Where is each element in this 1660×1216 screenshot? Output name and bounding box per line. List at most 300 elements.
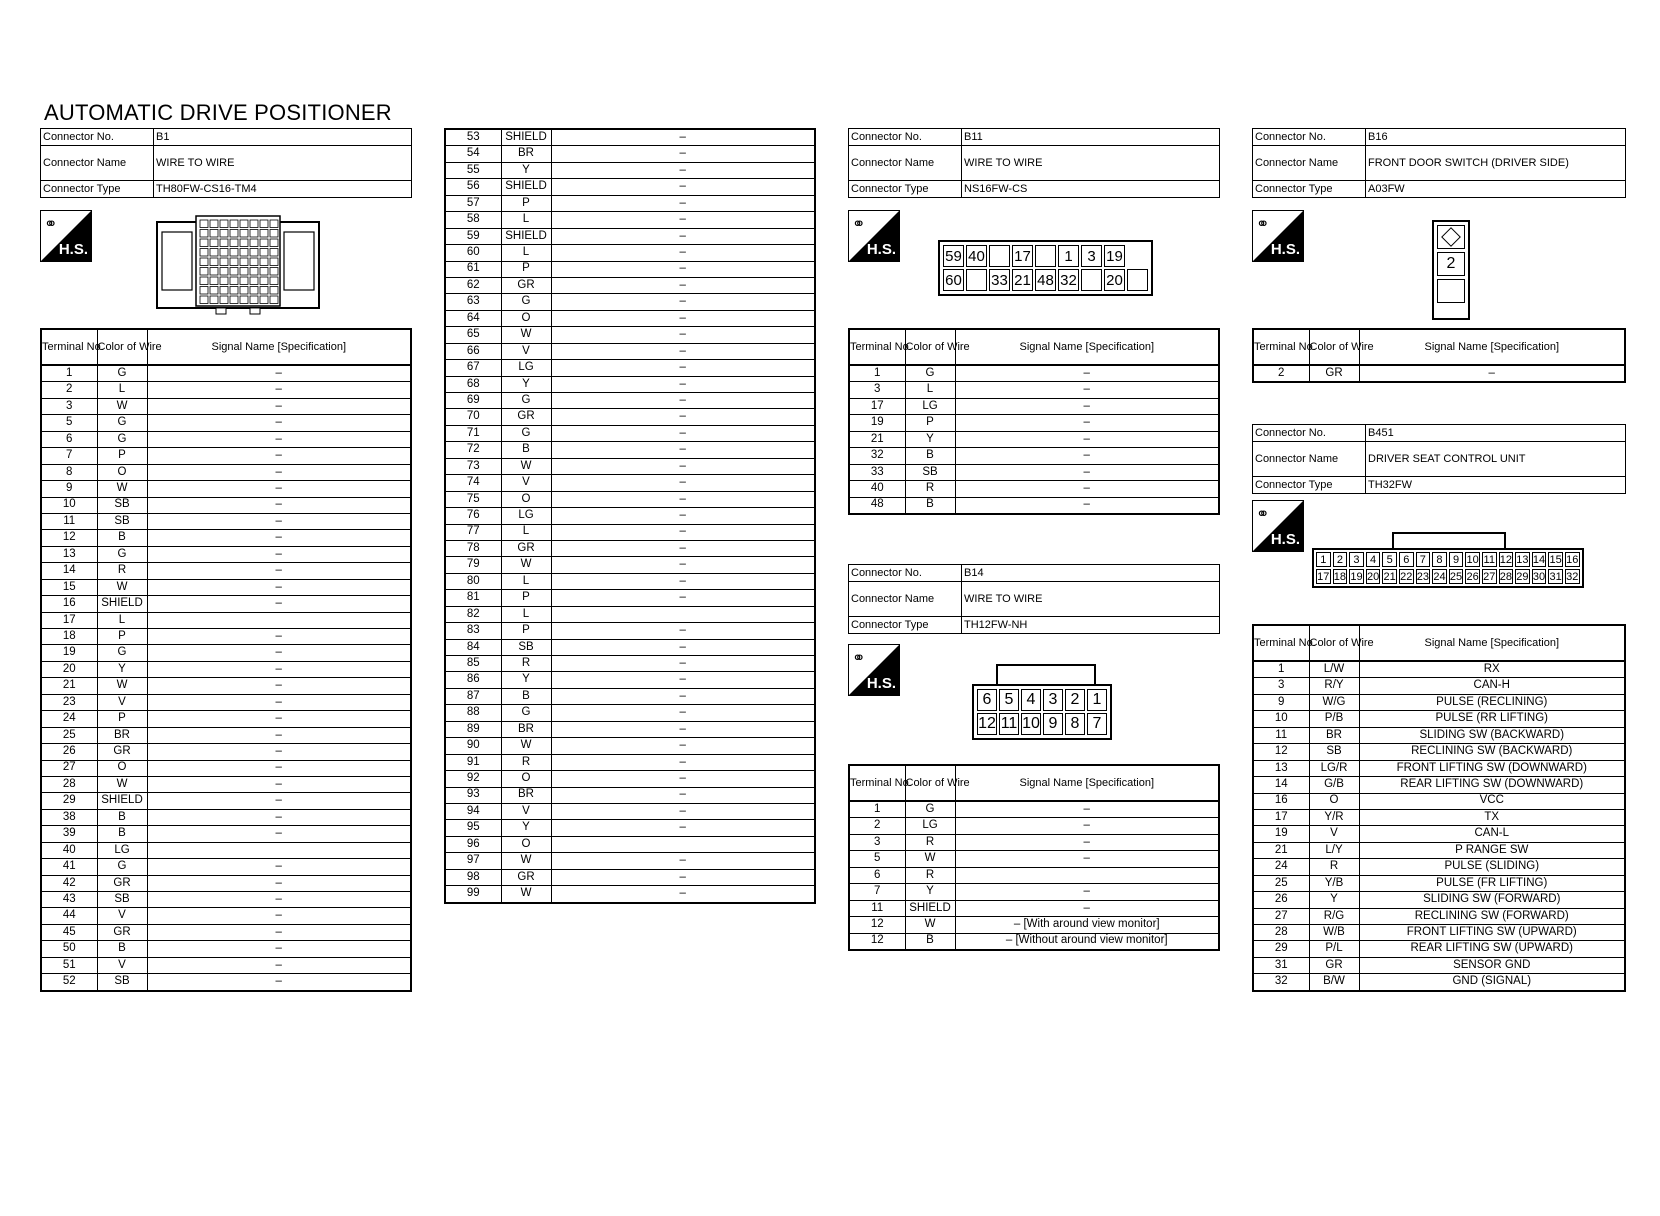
terminal-no-cell: 21 [849,431,905,447]
table-row [41,415,411,431]
connector-b11-diagram [848,198,1220,328]
wire-color-cell: O [501,491,551,507]
signal-name-cell: RECLINING SW (BACKWARD) [1359,744,1625,760]
connector-name-value: DRIVER SEAT CONTROL UNIT [1366,442,1626,477]
table-row [445,540,815,556]
wire-color-cell: W [905,851,955,867]
connector-pin: 25 [1449,570,1463,583]
table-row [849,933,1219,950]
wire-color-cell: B [905,933,955,950]
signal-name-cell: – [147,513,411,529]
table-row [849,900,1219,916]
terminal-no-cell: 59 [445,228,501,244]
signal-name-cell: – [Without around view monitor] [955,933,1219,950]
table-row [445,261,815,277]
signal-name-cell: – [955,365,1219,382]
terminal-no-cell: 79 [445,557,501,573]
connector-b1-cavity [220,296,228,304]
wire-color-cell: P/L [1309,941,1359,957]
wire-color-cell: R [501,656,551,672]
signal-name-cell [147,842,411,858]
signal-name-cell [551,836,815,852]
wire-color-cell: W [501,557,551,573]
signal-name-header: Signal Name [Specification] [955,329,1219,365]
terminal-no-cell: 41 [41,859,97,875]
signal-name-cell [551,606,815,622]
connector-b16-section [1252,128,1626,383]
connector-b1-cavity [210,249,218,257]
terminal-no-cell: 66 [445,343,501,359]
wire-color-cell: O [1309,793,1359,809]
signal-name-cell: – [147,530,411,546]
connector-name-label: Connector Name [41,146,154,181]
terminal-no-cell: 87 [445,688,501,704]
wire-color-cell: LG [97,842,147,858]
table-row [445,195,815,211]
terminal-no-cell: 90 [445,738,501,754]
terminal-no-cell: 11 [849,900,905,916]
wire-color-cell: SB [97,513,147,529]
connector-type-value: A03FW [1366,181,1626,198]
wire-color-cell: LG [501,360,551,376]
signal-name-cell: GND (SIGNAL) [1359,974,1625,991]
table-row [1253,892,1625,908]
connector-type-value: TH12FW-NH [962,617,1220,634]
table-row [445,738,815,754]
connector-type-value: TH80FW-CS16-TM4 [154,181,412,198]
terminal-no-cell: 17 [1253,809,1309,825]
table-row [445,524,815,540]
wire-color-cell: SHIELD [501,228,551,244]
connector-pin: 5 [999,689,1019,711]
wire-color-cell: O [501,771,551,787]
terminal-no-cell: 2 [41,382,97,398]
connector-b1-cavity [260,277,268,285]
signal-name-cell: PULSE (RECLINING) [1359,694,1625,710]
table-row [445,179,815,195]
signal-name-cell: – [955,497,1219,514]
terminal-no-cell: 6 [41,431,97,447]
wire-color-cell: W/G [1309,694,1359,710]
signal-name-cell: – [551,458,815,474]
table-row [41,678,411,694]
wire-color-cell: G [97,365,147,382]
table-row [445,639,815,655]
connector-b1-cavity [200,258,208,266]
connector-type-label: Connector Type [1253,477,1366,494]
wire-color-cell: O [97,464,147,480]
connector-b1-cavity [230,239,238,247]
signal-name-cell: – [147,809,411,825]
terminal-no-cell: 99 [445,886,501,903]
connector-pin: 32 [1058,269,1079,291]
terminal-no-cell: 91 [445,754,501,770]
wire-color-cell: R [1309,859,1359,875]
connector-b1-cavity [250,287,258,295]
connector-b1-continued-section [444,128,816,904]
signal-name-cell: – [955,382,1219,398]
terminal-no-cell: 21 [41,678,97,694]
connector-pin: 11 [999,713,1019,735]
table-row [41,941,411,957]
signal-name-cell: – [551,195,815,211]
wire-color-cell: L [501,212,551,228]
terminal-no-cell: 39 [41,826,97,842]
table-row [849,464,1219,480]
connector-b1-cavity [240,230,248,238]
table-row [41,974,411,991]
connector-b1-cavity [200,296,208,304]
signal-name-cell: – [147,398,411,414]
connector-pin: 19 [1104,245,1125,267]
terminal-no-cell: 15 [41,579,97,595]
terminal-no-cell: 10 [1253,711,1309,727]
wire-color-cell: W [97,481,147,497]
table-row [1253,908,1625,924]
connector-pin: 16 [1566,553,1579,566]
table-row [41,793,411,809]
connector-b451-section [1252,424,1626,992]
connector-pin: 4 [1366,552,1381,567]
signal-name-cell: – [551,360,815,376]
table-row [445,327,815,343]
terminal-no-cell: 9 [1253,694,1309,710]
table-row [849,415,1219,431]
connector-b1-cavity [240,249,248,257]
connector-pin: 40 [966,245,987,267]
table-row [41,826,411,842]
connector-b1-cavity [250,296,258,304]
table-row [1253,974,1625,991]
connector-b1-cavity [270,268,278,276]
terminal-no-cell: 1 [849,801,905,818]
connector-b1-cavity [200,268,208,276]
table-row [445,771,815,787]
table-row [1253,925,1625,941]
wire-color-cell: W [501,853,551,869]
connector-pin: 32 [1566,570,1579,583]
table-row [445,836,815,852]
connector-name-value: WIRE TO WIRE [962,582,1220,617]
connector-pin: 22 [1400,570,1413,583]
connector-pin: 59 [943,245,964,267]
connector-pin: 2 [1065,689,1085,711]
terminal-no-cell: 67 [445,360,501,376]
signal-name-cell: – [551,425,815,441]
connector-b16-info [1252,128,1626,198]
wire-color-cell: SB [501,639,551,655]
table-row [445,277,815,293]
terminal-no-cell: 20 [41,661,97,677]
connector-pin: 27 [1483,570,1496,583]
signal-name-cell: VCC [1359,793,1625,809]
wire-color-cell: G [97,546,147,562]
wire-color-cell: BR [501,721,551,737]
signal-name-cell: – [955,900,1219,916]
connector-name-value: FRONT DOOR SWITCH (DRIVER SIDE) [1366,146,1626,181]
connector-no-label: Connector No. [41,129,154,146]
terminal-no-cell: 25 [1253,875,1309,891]
connector-pin: 60 [943,269,964,291]
connector-type-value: NS16FW-CS [962,181,1220,198]
connector-pin [1127,269,1148,291]
wire-color-cell: R/Y [1309,678,1359,694]
wire-color-cell: L [501,245,551,261]
terminal-no-cell: 3 [41,398,97,414]
connector-b1-cavity [200,220,208,228]
signal-name-cell: PULSE (RR LIFTING) [1359,711,1625,727]
connector-b1-cavity [240,277,248,285]
table-row [1253,777,1625,793]
table-row [1253,694,1625,710]
wire-color-cell: B [905,497,955,514]
terminal-no-cell: 24 [41,711,97,727]
table-row [41,776,411,792]
wire-color-cell: W [97,579,147,595]
connector-type-label: Connector Type [849,181,962,198]
wire-color-cell: W [97,678,147,694]
table-row [445,491,815,507]
connector-b1-cavity [230,258,238,266]
signal-name-cell: – [551,442,815,458]
table-row [41,629,411,645]
wire-color-cell: Y [97,661,147,677]
connector-b1-cavity [220,239,228,247]
connector-type-label: Connector Type [1253,181,1366,198]
signal-name-cell: – [147,908,411,924]
connector-b1-cavity [210,239,218,247]
signal-name-cell: – [955,415,1219,431]
wire-color-cell: G [501,705,551,721]
signal-name-cell: – [With around view monitor] [955,917,1219,933]
connector-b451-diagram [1252,494,1626,624]
connector-b1-diagram [40,198,412,328]
connector-no-value: B451 [1366,425,1626,442]
wire-color-cell: P [501,590,551,606]
connector-b1-cavity [260,287,268,295]
connector-b1-cavity [270,249,278,257]
wire-color-cell: LG/R [1309,760,1359,776]
connector-b1-cavity [220,287,228,295]
signal-name-header: Signal Name [Specification] [955,765,1219,801]
connector-b1-cavity [260,239,268,247]
table-row [1253,661,1625,678]
signal-name-cell: – [551,277,815,293]
terminal-no-cell: 76 [445,508,501,524]
terminal-no-cell: 88 [445,705,501,721]
signal-name-cell: – [551,557,815,573]
wire-color-cell: W/B [1309,925,1359,941]
connector-pin: 17 [1317,570,1330,583]
table-row [445,212,815,228]
terminal-no-cell: 12 [41,530,97,546]
wire-color-cell: W [501,738,551,754]
wire-color-cell: SHIELD [905,900,955,916]
connector-b1-cavity [240,296,248,304]
connector-pin: 11 [1483,553,1495,566]
table-row [41,365,411,382]
wire-color-cell: P [97,711,147,727]
connector-pin: 19 [1350,570,1363,583]
signal-name-cell: – [551,376,815,392]
wire-color-cell: B [97,826,147,842]
connector-b1-info [40,128,412,198]
table-row [445,623,815,639]
terminal-no-cell: 13 [41,546,97,562]
terminal-no-cell: 69 [445,393,501,409]
table-row [849,851,1219,867]
connector-pin: 21 [1383,570,1396,583]
table-row [445,869,815,885]
table-row [1253,727,1625,743]
wire-color-cell: R/G [1309,908,1359,924]
connector-b451-pin-table [1252,624,1626,992]
signal-name-cell: – [551,623,815,639]
table-row [41,596,411,612]
wire-color-cell: G [97,415,147,431]
table-row [41,645,411,661]
connector-b11-section [848,128,1220,515]
signal-name-cell: SLIDING SW (FORWARD) [1359,892,1625,908]
table-row [1253,875,1625,891]
table-row [41,398,411,414]
harness-side-icon: ⚭ H.S. [40,210,92,262]
wire-color-cell: GR [1309,365,1359,382]
signal-name-cell: – [551,820,815,836]
signal-name-cell: – [551,590,815,606]
table-row [445,803,815,819]
signal-name-cell: – [147,563,411,579]
connector-b1-cavity [220,249,228,257]
terminal-no-header: Terminal No. [1253,625,1309,661]
signal-name-cell: – [551,540,815,556]
connector-b1-cavity [200,230,208,238]
connector-b1-cavity [210,277,218,285]
table-row [445,606,815,622]
terminal-no-cell: 84 [445,639,501,655]
terminal-no-cell: 17 [41,612,97,628]
terminal-no-cell: 40 [41,842,97,858]
signal-name-cell: – [1359,365,1625,382]
terminal-no-cell: 14 [1253,777,1309,793]
table-row [1253,678,1625,694]
table-row [445,705,815,721]
terminal-no-cell: 45 [41,924,97,940]
connector-pin [989,245,1010,267]
wire-color-cell: Y/R [1309,809,1359,825]
connector-b1-cavity [240,268,248,276]
signal-name-cell: – [955,398,1219,414]
wire-color-cell: L [501,606,551,622]
connector-b1-cavity [250,230,258,238]
signal-name-cell: – [551,245,815,261]
connector-type-label: Connector Type [849,617,962,634]
table-row [1253,859,1625,875]
table-row [41,563,411,579]
signal-name-cell: – [147,727,411,743]
connector-name-value: WIRE TO WIRE [154,146,412,181]
wire-color-cell: Y [1309,892,1359,908]
table-row [41,859,411,875]
connector-b1-cavity [230,230,238,238]
wire-color-cell: R [905,834,955,850]
connector-pin: 10 [1466,553,1479,566]
terminal-no-cell: 12 [849,917,905,933]
table-row [41,579,411,595]
signal-name-cell: – [955,884,1219,900]
signal-name-cell: – [147,382,411,398]
connector-b1-cavity [240,220,248,228]
terminal-no-cell: 83 [445,623,501,639]
signal-name-cell: RECLINING SW (FORWARD) [1359,908,1625,924]
terminal-no-cell: 7 [849,884,905,900]
wire-color-cell: R [905,867,955,883]
table-row [445,425,815,441]
connector-pin: 1 [1058,245,1079,267]
table-row [445,393,815,409]
signal-name-cell: – [147,678,411,694]
table-row [445,245,815,261]
terminal-no-cell: 3 [1253,678,1309,694]
table-row [445,343,815,359]
connector-pin: 9 [1449,552,1464,567]
connector-b1-cavity [230,277,238,285]
terminal-no-cell: 74 [445,475,501,491]
connector-b1-cavity [270,230,278,238]
signal-name-cell: – [147,924,411,940]
terminal-no-cell: 31 [1253,957,1309,973]
connector-b1-cavity [200,287,208,295]
connector-name-label: Connector Name [1253,146,1366,181]
connector-b1-cavity [260,258,268,266]
table-row [849,917,1219,933]
connector-b14-section [848,564,1220,951]
signal-name-cell: – [551,721,815,737]
terminal-no-cell: 21 [1253,842,1309,858]
table-row [41,908,411,924]
signal-name-cell: – [147,892,411,908]
terminal-no-cell: 12 [849,933,905,950]
connector-b14-latch [996,664,1096,686]
table-row [445,360,815,376]
connector-b1-cavity [230,249,238,257]
wire-color-cell: GR [97,924,147,940]
connector-b1-cavity [240,258,248,266]
table-row [445,853,815,869]
signal-name-cell: PULSE (FR LIFTING) [1359,875,1625,891]
table-row [41,875,411,891]
connector-pin: 12 [1499,553,1512,566]
wire-color-cell: SB [97,892,147,908]
table-row [41,382,411,398]
signal-name-cell: – [551,294,815,310]
wire-color-cell: SB [1309,744,1359,760]
connector-b1-cavity [210,268,218,276]
terminal-no-cell: 2 [849,818,905,834]
connector-b1-cavity [260,249,268,257]
wire-color-cell: G [905,365,955,382]
terminal-no-cell: 44 [41,908,97,924]
connector-pin: 29 [1516,570,1529,583]
terminal-no-cell: 85 [445,656,501,672]
connector-b16-face [1432,220,1470,320]
wire-color-cell: P [905,415,955,431]
connector-pin: 33 [989,269,1010,291]
connector-b1-cavity [250,258,258,266]
signal-name-cell [955,867,1219,883]
wire-color-cell: SB [97,974,147,991]
wire-color-cell: B [97,941,147,957]
